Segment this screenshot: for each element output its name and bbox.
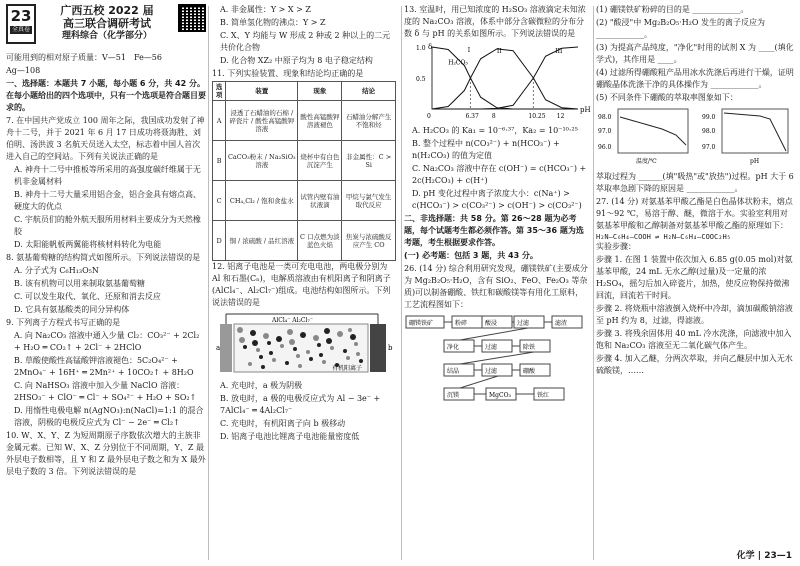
- ion-dot: [263, 333, 269, 339]
- ion-dot: [309, 357, 313, 361]
- ion-dot: [319, 353, 323, 357]
- process-flowchart: [404, 312, 588, 408]
- table-cell-ph: 烧杯中有白色沉淀产生: [298, 141, 342, 181]
- flow-label-s1: 粉碎: [455, 320, 468, 327]
- x-tick-label: 0: [427, 113, 431, 120]
- table-cell-con: 焦炭与浓硫酸反应产生 CO: [342, 221, 396, 261]
- ion-dot: [293, 347, 297, 351]
- paper-number: 23: [10, 7, 32, 25]
- exam-header: [6, 4, 206, 52]
- question-text: (1) 硼镁铁矿粉碎的目的是 ____________。: [596, 5, 749, 14]
- battery-diagram: [212, 310, 396, 376]
- answer-option: D. 用惰性电极电解 n(AgNO₃):n(NaCl)=1:1 的混合溶液，阴极的电极反应式为 Cl⁻ − 2e⁻ ═ Cl₂↑: [14, 406, 204, 427]
- series-annotation: H₂CO₃: [448, 59, 468, 67]
- ion-dot: [337, 331, 343, 337]
- column-1: [6, 4, 206, 479]
- chart-axes: [432, 47, 578, 109]
- ion-dot: [272, 358, 276, 362]
- ion-dot: [346, 356, 350, 360]
- answer-option: B. 放电时，a 极的电极反应式为 Al − 3e⁻ + 7AlCl₄⁻ ═ 4Al₂Cl₇⁻: [220, 394, 381, 415]
- ion-dot: [330, 346, 334, 350]
- column-3: [404, 4, 590, 412]
- ion-dot: [261, 365, 265, 369]
- cation-label: 有机阳离子: [332, 365, 363, 372]
- ion-dot: [350, 334, 356, 340]
- graphite-electrode: [370, 324, 386, 372]
- answer-option: A. 充电时，a 极为阴极: [220, 381, 303, 390]
- ion-dot: [285, 361, 289, 365]
- extraction-charts: [596, 105, 792, 167]
- question-text: (4) 过滤所得硼酸粗产品用冰水洗涤后再进行干燥，证明硼酸晶体洗涤干净的具体操作为 ____________。: [596, 68, 794, 89]
- exam-subject: 理科综合（化学部分）: [61, 31, 152, 41]
- reactant: H₂N—C₆H₄—COOH: [596, 233, 651, 241]
- table-cell-con: 甲烷与氯气发生取代反应: [342, 181, 396, 221]
- answer-option: C. 向 NaHSO₃ 溶液中加入少量 NaClO 溶液：2HSO₃⁻ + ClO⁻ ═ Cl⁻ + SO₄²⁻ + H₂O + SO₂↑: [14, 381, 197, 402]
- answer-option: B. 简单氢化物的沸点：Y > Z: [220, 18, 326, 27]
- question-text: 26. (14 分) 综合利用研究发现，硼镁铁矿(主要成分为 Mg₂B₂O₅·H₂O，含有 SiO₂、FeO、Fe₂O₃ 等杂质)可以制备硼酸、铁红和碳酸镁等有用化工原料，工艺流程图如下：: [404, 264, 588, 309]
- column-4: [596, 4, 794, 378]
- exam-title-line1: 广西五校 2022 届: [60, 4, 154, 17]
- ion-dot: [252, 340, 258, 346]
- table-header-cell: 选项: [213, 82, 226, 101]
- table-header-row: [213, 82, 396, 101]
- table-cell-opt: B: [213, 141, 226, 181]
- ion-dot: [280, 344, 284, 348]
- ion-dot: [322, 360, 326, 364]
- answer-option: A. 分子式为 C₆H₁₃O₅N: [14, 266, 99, 275]
- question-26-subparts: [596, 4, 794, 104]
- x-axis-label: pH: [580, 106, 591, 114]
- ion-dot: [348, 328, 352, 332]
- question-text: 11. 下列实验装置、现象和结论均正确的是: [212, 69, 364, 78]
- qr-code-icon: [178, 4, 206, 32]
- ion-dot: [356, 352, 360, 356]
- ion-dot: [269, 351, 273, 355]
- series-line-I: [432, 47, 578, 109]
- question-text: 步骤 4. 加入乙醚，分两次萃取，并向乙醚层中加入无水硫酸镁，……: [596, 354, 793, 375]
- column-1-questions: [6, 78, 206, 478]
- question-text: 27. (14 分) 对氨基苯甲酸乙酯是白色晶体状粉末，熔点 91～92 ℃，易溶于醇、醚，微溶于水。实验室利用对氨基苯甲酸和乙醇制备对氨基苯甲酸乙酯的原理如下：: [596, 197, 793, 230]
- al-electrode: [220, 324, 232, 372]
- table-row: [213, 141, 396, 181]
- ion-dot: [276, 336, 282, 342]
- question-text: 步骤 1. 在图 1 装置中依次加入 6.85 g(0.05 mol)对氨基苯甲酸，24 mL 无水乙醇(过量)及一定量的浓 H₂SO₄，摇匀后加入碎瓷片，加热，使反应物保持微沸回流，回流若干时间。: [596, 255, 793, 300]
- column-2: [212, 4, 398, 444]
- question-text: (3) 为提高产品纯度，"净化"时用的试剂 X 为 ____(填化学式)，其作用是 ____。: [596, 43, 794, 64]
- series-line-III: [432, 47, 578, 109]
- flow-label-waste: 滤渣: [555, 320, 568, 327]
- table-cell-opt: A: [213, 101, 226, 141]
- column-divider: [593, 6, 594, 560]
- answer-option: B. 该有机物可以用来制取氨基葡萄糖: [14, 279, 145, 288]
- distribution-plot: [404, 41, 591, 125]
- ion-dot: [326, 338, 332, 344]
- table-cell-dev: 铜 / 浓硫酸 / 品红溶液: [226, 221, 298, 261]
- question-text: 步骤 2. 将烧瓶中溶液倒入烧杯中冷却，滴加碳酸钠溶液至 pH 约为 8，过滤，得滤液。: [596, 304, 793, 325]
- ion-dot: [237, 327, 243, 333]
- question-text: 步骤 3. 将残余固体用 40 mL 冷水洗涤，向滤液中加入饱和 Na₂CO₃ 溶液至无二氧化碳气体产生。: [596, 329, 792, 350]
- table-cell-ph: C 口点燃为淡蓝色火焰: [298, 221, 342, 261]
- flow-label-s3: 过滤: [517, 320, 530, 327]
- table-cell-dev: CH₄,Cl₂ / 饱和食盐水: [226, 181, 298, 221]
- ion-dot: [306, 350, 310, 354]
- ion-dot: [243, 345, 247, 349]
- answer-option: B. 神舟十二号大量采用铝合金，铝合金具有熔点高、硬度大的优点: [14, 190, 201, 211]
- ion-dot: [359, 359, 363, 363]
- ion-dot: [300, 332, 306, 338]
- table-row: [213, 101, 396, 141]
- flow-label-s7: 结晶: [447, 368, 460, 375]
- temp-ytick-2: 96.0: [598, 144, 612, 151]
- answer-option: D. 太阳能帆板两翼能将核材料转化为电能: [14, 240, 162, 249]
- ion-dot: [287, 329, 293, 335]
- answer-option: D. 它具有氨基酸类的同分异构体: [14, 305, 130, 314]
- table-row: [213, 221, 396, 261]
- ion-label: AlCl₄⁻ Al₂Cl₇⁻: [272, 317, 313, 324]
- flow-label-red: 铁红: [537, 392, 550, 399]
- temp-xlabel: 温度/℃: [636, 158, 657, 165]
- table-cell-dev: 浸透了石蜡油的石棉 / 碎瓷片 / 酸性高锰酸钾溶液: [226, 101, 298, 141]
- answer-option: B. 草酸使酸性高锰酸钾溶液褪色：5C₂O₄²⁻ + 2MnO₄⁻ + 16H⁺ ═ 2Mn²⁺ + 10CO₂↑ + 8H₂O: [14, 356, 194, 377]
- label-a: a: [216, 344, 221, 352]
- column-divider: [401, 6, 402, 560]
- reaction-arrow-icon: ⇌: [655, 233, 664, 241]
- table-cell-con: 石蜡油分解产生不饱和烃: [342, 101, 396, 141]
- ion-dot: [289, 339, 295, 345]
- answer-option: A. 非金属性：Y > X > Z: [220, 5, 311, 14]
- table-header-cell: 装置: [226, 82, 298, 101]
- question-text: 萃取过程为 ______(填"吸热"或"放热")过程。pH 大于 6 萃取率急剧下降的原因是 ____________。: [596, 172, 794, 193]
- column-2-questions-top: [212, 4, 398, 80]
- question-text: (2) "酸浸"中 Mg₂B₂O₅·H₂O 发生的离子反应为 ____________。: [596, 18, 765, 39]
- ion-dot: [324, 328, 330, 334]
- ph-series-line: [724, 113, 786, 151]
- question-text: 13. 室温时，用已知浓度的 H₂SO₃ 溶液滴定未知浓度的 Na₂CO₃ 溶液，体系中部分含碳微粒的分布分数 δ 与 pH 的关系如图所示。下列说法错误的是: [404, 5, 586, 38]
- question-text: 10. W、X、Y、Z 为短周期原子序数依次增大的主族非金属元素。已知 W、X、Z 分别位于不同周期，Y、Z 最外层电子数相等，且 Y 和 Z 最外层电子数之和为 X 最外层电子数的 3 倍。下列说法错误的是: [6, 431, 206, 476]
- series-annotation: I: [467, 46, 471, 54]
- temp-series-line: [620, 117, 686, 145]
- flow-arrow: [460, 328, 528, 340]
- table-cell-opt: C: [213, 181, 226, 221]
- x-tick-label: 12: [556, 113, 565, 120]
- question-text: 8. 氨基葡萄糖的结构简式如图所示。下列说法错误的是: [6, 253, 201, 262]
- flow-label-s6: 除铁: [523, 344, 536, 351]
- answer-option: A. H₂CO₃ 的 Ka₁ = 10⁻⁶·³⁷，Ka₂ = 10⁻¹⁰·²⁵: [412, 126, 578, 135]
- temp-chart-frame: [618, 109, 688, 153]
- flow-label-prod: 硼酸: [523, 368, 536, 375]
- answer-option: C. 可以发生取代、氧化、还原和消去反应: [14, 292, 161, 301]
- ion-dot: [267, 341, 271, 345]
- question-text: 12. 铝离子电池是一类可充电电池，两电极分别为 Al 和石墨(Cₙ)，电解质溶液由有机阳离子和阴离子(AlCl₄⁻、Al₂Cl₇⁻)组成。电池结构如图所示。下列说法错误的是: [212, 262, 391, 307]
- question-text: 实验步骤：: [596, 242, 636, 251]
- y-tick-label: 0.5: [416, 76, 426, 83]
- ion-dot: [354, 342, 358, 346]
- table-body: [213, 101, 396, 261]
- temp-ytick-0: 98.0: [598, 114, 612, 121]
- series-line-II: [432, 46, 578, 109]
- answer-option: C. X、Y 均能与 W 形成 2 种或 2 种以上的二元共价化合物: [220, 31, 391, 52]
- answer-option: C. 宇航员们的舱外航天服所用材料主要成分为天然橡胶: [14, 215, 201, 236]
- question-text: 二、非选择题：共 58 分。第 26～28 题为必考题，每个试题考生都必须作答。第 35～36 题为选考题，考生根据要求作答。: [404, 214, 584, 247]
- answer-option: A. 向 Na₂CO₃ 溶液中通入少量 Cl₂：CO₃²⁻ + 2Cl₂ + H₂O ═ CO₂↑ + 2Cl⁻ + 2HClO: [14, 331, 200, 352]
- question-27-steps: [596, 241, 794, 377]
- question-13-stem: [404, 4, 590, 40]
- column-divider: [208, 6, 209, 560]
- answer-option: D. pH 变化过程中离子浓度大小：c(Na⁺) > c(HCO₃⁻) > c(CO₃²⁻) > c(OH⁻) > c(CO₃²⁻): [412, 189, 582, 210]
- answer-option: D. 化合物 XZ₂ 中原子均为 8 电子稳定结构: [220, 56, 373, 65]
- table-cell-ph: 试管内壁有油状液滴: [298, 181, 342, 221]
- flow-label-s5: 过滤: [485, 344, 498, 351]
- reaction-equation: [596, 233, 794, 241]
- flow-label-s9: 沉镁: [447, 392, 460, 399]
- column-3-questions: [404, 125, 590, 311]
- y-axis-label: δ: [428, 43, 433, 51]
- flow-label-s2: 酸浸: [485, 320, 498, 327]
- distribution-chart: [404, 41, 590, 125]
- question-text: 9. 下列离子方程式书写正确的是: [6, 318, 121, 327]
- table-cell-dev: CaCO₃粉末 / Na₂SiO₃溶液: [226, 141, 298, 181]
- ion-dot: [259, 355, 263, 359]
- flow-arrow: [460, 352, 534, 364]
- experiment-table: [212, 81, 396, 261]
- page-footer: 化学 | 23—1: [736, 551, 792, 561]
- ion-dot: [250, 330, 256, 336]
- ion-dot: [248, 362, 252, 366]
- answer-option: C. Na₂CO₃ 溶液中存在 c(OH⁻) = c(HCO₃⁻) + 2c(H₂CO₃) + c(H⁺): [412, 164, 587, 185]
- question-text: (5) 不同条件下硼酸的萃取率图象如下：: [596, 93, 738, 102]
- answer-option: D. 铝离子电池比锂离子电池能量密度低: [220, 432, 360, 441]
- atomic-mass-line: 可能用到的相对原子质量：V—51 Fe—56: [6, 53, 162, 62]
- series-annotation: III: [555, 48, 563, 56]
- question-text: 一、选择题：本题共 7 小题，每小题 6 分，共 42 分。在每小题给出的四个选项中，只有一个选项是符合题目要求的。: [6, 79, 206, 112]
- ion-dot: [256, 348, 260, 352]
- question-text: 7. 在中国共产党成立 100 周年之际，我国成功发射了神舟十二号，并于 2021 年 6 月 17 日成功将聂海胜、刘伯明、汤洪波 3 名航天员送入太空，标志着中国人首次进入自己的空间站。下列有关说法正确的是: [6, 116, 205, 161]
- paper-number-badge: [6, 4, 36, 44]
- answer-option: C. 充电时，有机阳离子向 b 极移动: [220, 419, 346, 428]
- paper-tag: 全真卷: [11, 26, 30, 33]
- question-12-options: [212, 380, 398, 443]
- ph-ytick-2: 97.0: [702, 144, 716, 151]
- table-row: [213, 181, 396, 221]
- table-cell-con: 非金属性：C > Si: [342, 141, 396, 181]
- ion-dot: [296, 354, 300, 358]
- exam-title-block: [40, 4, 174, 42]
- ion-dot: [298, 364, 302, 368]
- flow-label-s8: 过滤: [485, 368, 498, 375]
- atomic-mass-line2: Ag—108: [6, 66, 41, 75]
- answer-option: B. 整个过程中 n(CO₃²⁻) + n(HCO₃⁻) + n(H₂CO₃) 的值为定值: [412, 139, 560, 160]
- ion-dot: [317, 343, 321, 347]
- flow-label-p1: MgCO₃: [489, 392, 511, 399]
- x-tick-label: 8: [491, 113, 496, 120]
- answer-option: A. 神舟十二号中推板等所采用的高强度碳纤维属于无机非金属材料: [14, 165, 201, 186]
- table-header-cell: 现象: [298, 82, 342, 101]
- y-tick-label: 1.0: [416, 45, 426, 52]
- product: H₂N—C₆H₄—COOC₂H₅: [663, 233, 731, 241]
- x-tick-label: 6.37: [465, 113, 479, 120]
- table-header-cell: 结论: [342, 82, 396, 101]
- table-cell-ph: 酸性高锰酸钾溶液褪色: [298, 101, 342, 141]
- flow-label-s4: 净化: [447, 344, 460, 351]
- series-annotation: II: [496, 48, 502, 56]
- question-12-stem: [212, 261, 398, 309]
- table-cell-opt: D: [213, 221, 226, 261]
- ph-xlabel: pH: [750, 158, 760, 165]
- x-tick-label: 10.25: [528, 113, 546, 120]
- question-26-subpart-5: [596, 171, 794, 232]
- exam-title-line2: 高三联合调研考试: [63, 17, 151, 30]
- temp-ytick-1: 97.0: [598, 128, 612, 135]
- ion-dot: [313, 335, 319, 341]
- label-b: b: [388, 344, 393, 352]
- question-text: (一) 必考题：包括 3 题，共 43 分。: [404, 251, 538, 260]
- ph-ytick-0: 99.0: [702, 114, 716, 121]
- ph-ytick-1: 98.0: [702, 128, 716, 135]
- ion-dot: [239, 337, 245, 343]
- ion-dot: [343, 349, 347, 353]
- flow-label-ore: 硼镁铁矿: [409, 320, 434, 327]
- flow-arrow: [460, 376, 498, 388]
